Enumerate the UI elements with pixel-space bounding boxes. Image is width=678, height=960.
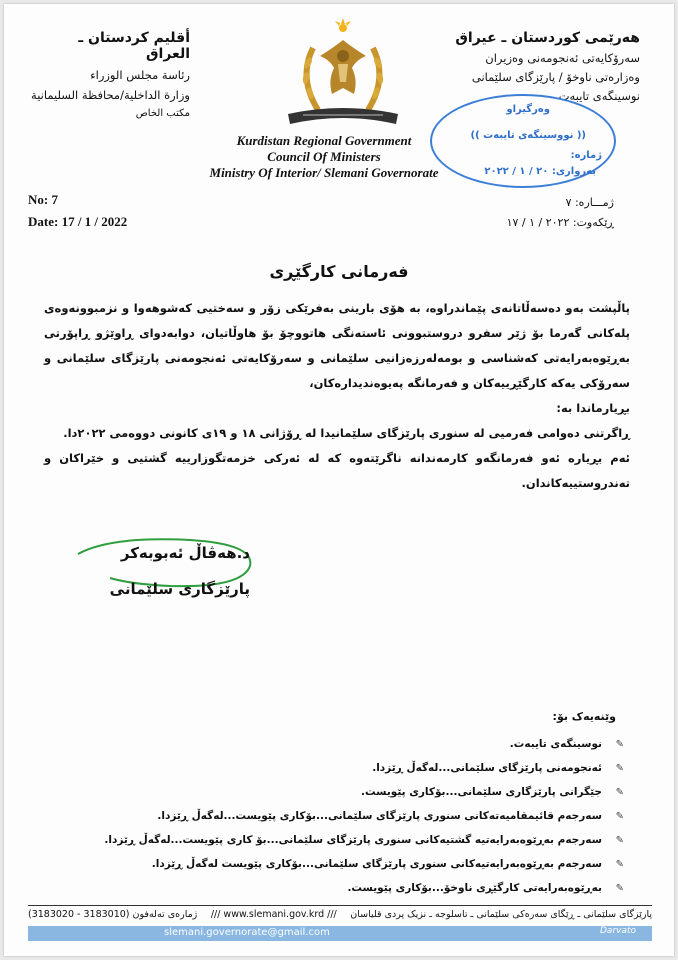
pen-icon: ✎ (615, 787, 624, 798)
footer-contact (28, 909, 652, 920)
kurdistan-emblem-icon (258, 18, 428, 130)
footer-bar (28, 926, 652, 941)
signatory-name: د.هەڤاڵ ئەبوبەکر (120, 544, 250, 562)
body-paragraph-1: پاڵپشت بەو دەسەڵاتانەی پێماندراوە، بە هۆی بارینی بەفرێکی زۆر و سەختیی کەشوهەوا و نزمبوونەوەی پلەکانی گەرما بۆ ژێر سفرو دروستبوونی ئاستەنگی هاتووچۆ بۆ هاوڵاتیان، دوابەدوای ڕاوێژو ڕاپۆرتی بەڕێوەبەرایەتی کەشناسی و بومەلەرزەزانیی سلێمانی و سەرۆکایەتی ئەنجومەنی پارێزگای سلێمانی و سەرۆکی یەکە کارگێڕییەکان و فەرمانگە پەیوەندیدارەکان، (44, 301, 630, 390)
header-arabic (30, 30, 190, 119)
stamp-number: ژمارە: (570, 150, 602, 161)
list-item: ✎سەرجەم بەڕێوەبەرایەتیە گشتیەکانی سنوری پارێزگای سلێمانی...بۆ کاری پێویست...لەگەڵ ڕێزدا. (104, 828, 624, 852)
pen-icon: ✎ (615, 883, 624, 894)
reference-date-ku: ڕێکەوت: ٢٠٢٢ / ١ / ١٧ (506, 216, 614, 229)
footer-phones: (3183020 - 3183010) ژمارەی تەلەفون (28, 909, 198, 920)
ministry-english (174, 133, 474, 181)
footer-website[interactable]: /// www.slemani.gov.krd /// (210, 909, 337, 920)
header-council-arabic: رئاسة مجلس الوزراء (90, 68, 190, 82)
ministry-line-3: Ministry Of Interior/ Slemani Governorate (209, 165, 439, 180)
ministry-line-2: Council Of Ministers (267, 149, 381, 164)
header-ministry-arabic: وزارة الداخلية/محافظة السليمانية (31, 88, 190, 102)
list-item: ✎جێگرانی پارێزگاری سلێمانی...بۆکاری پێویست. (104, 780, 624, 804)
body-decided: بڕیارماندا بە: (556, 401, 630, 415)
pen-icon: ✎ (615, 811, 624, 822)
pen-icon: ✎ (615, 763, 624, 774)
header-council-kurdish: سەرۆکایەتی ئەنجومەنی وەزیران (485, 51, 640, 65)
header-region-kurdish: هەرێمی کوردستان ـ عیراق (455, 30, 640, 46)
signatory-title: پارێزگاری سلێمانی (109, 580, 250, 598)
footer-logo: Darvato (600, 926, 637, 936)
stamp-received: وەرگیراو (506, 104, 550, 115)
received-stamp (430, 94, 616, 188)
cc-list (104, 732, 624, 900)
body-paragraph-3: ئەم بڕیارە ئەو فەرمانگەو کارمەندانە ناگرێتەوە کە لە ئەرکی خزمەتگوزارییە گشتیی و خێراکان و تەندروستییەکاندان. (44, 451, 630, 490)
document-title: فەرمانی کارگێڕی (269, 262, 409, 281)
list-item: ✎بەڕێوەبەرایەتی کارگێڕی ناوخۆ...بۆکاری پێویست. (104, 876, 624, 900)
pen-icon: ✎ (615, 859, 624, 870)
list-item: ✎سەرجەم بەڕێوەبەرایەتیەکانی سنوری پارێزگای سلێمانی...بۆکاری پێویست لەگەڵ ڕێزدا. (104, 852, 624, 876)
list-item: ✎نوسینگەی تایبەت. (104, 732, 624, 756)
document-page (4, 4, 674, 956)
reference-number-en: No: 7 (28, 192, 58, 207)
pen-icon: ✎ (615, 835, 624, 846)
header-ministry-kurdish: وەزارەتی ناوخۆ / پارێزگای سلێمانی (471, 70, 640, 84)
stamp-office: (( نووسینگەی تایبەت )) (470, 130, 586, 141)
body-paragraph-2: ڕاگرتنی دەوامی فەرمیی لە سنوری پارێزگای سلێمانیدا لە ڕۆژانی ١٨ و ١٩ی کانونی دووەمی ٢٠٢٢دا. (63, 426, 630, 440)
list-item: ✎سەرجەم قائیمقامیەتەکانی سنوری پارێزگای سلێمانی...بۆکاری پێویست...لەگەڵ ڕێزدا. (104, 804, 624, 828)
document-body (44, 296, 630, 496)
header-office-arabic: مكتب الخاص (135, 108, 190, 119)
reference-date-en: Date: 17 / 1 / 2022 (28, 214, 128, 229)
reference-number-ku: ژمـــاره: ٧ (565, 196, 614, 209)
footer-email[interactable]: slemani.governorate@gmail.com (164, 927, 330, 938)
footer-address: پارێزگای سلێمانی ـ ڕێگای سەرەکی سلێمانی ـ تاسلوجە ـ نزیک پردی قلیاسان (350, 909, 652, 920)
pen-icon: ✎ (615, 739, 624, 750)
stamp-date: بەرواری: ٢٠ / ١ / ٢٠٢٢ (484, 166, 596, 177)
cc-heading: وێنەیەک بۆ: (552, 710, 616, 723)
header-kurdish (420, 30, 640, 103)
header-region-arabic: أقليم كردستان ـ العراق (78, 30, 190, 62)
list-item: ✎ئەنجومەنی پارێزگای سلێمانی...لەگەڵ ڕێزدا. (104, 756, 624, 780)
header-office-kurdish: نوسینگەی تایبەت (558, 89, 640, 103)
ministry-line-1: Kurdistan Regional Government (236, 133, 412, 148)
footer-divider (28, 905, 652, 906)
